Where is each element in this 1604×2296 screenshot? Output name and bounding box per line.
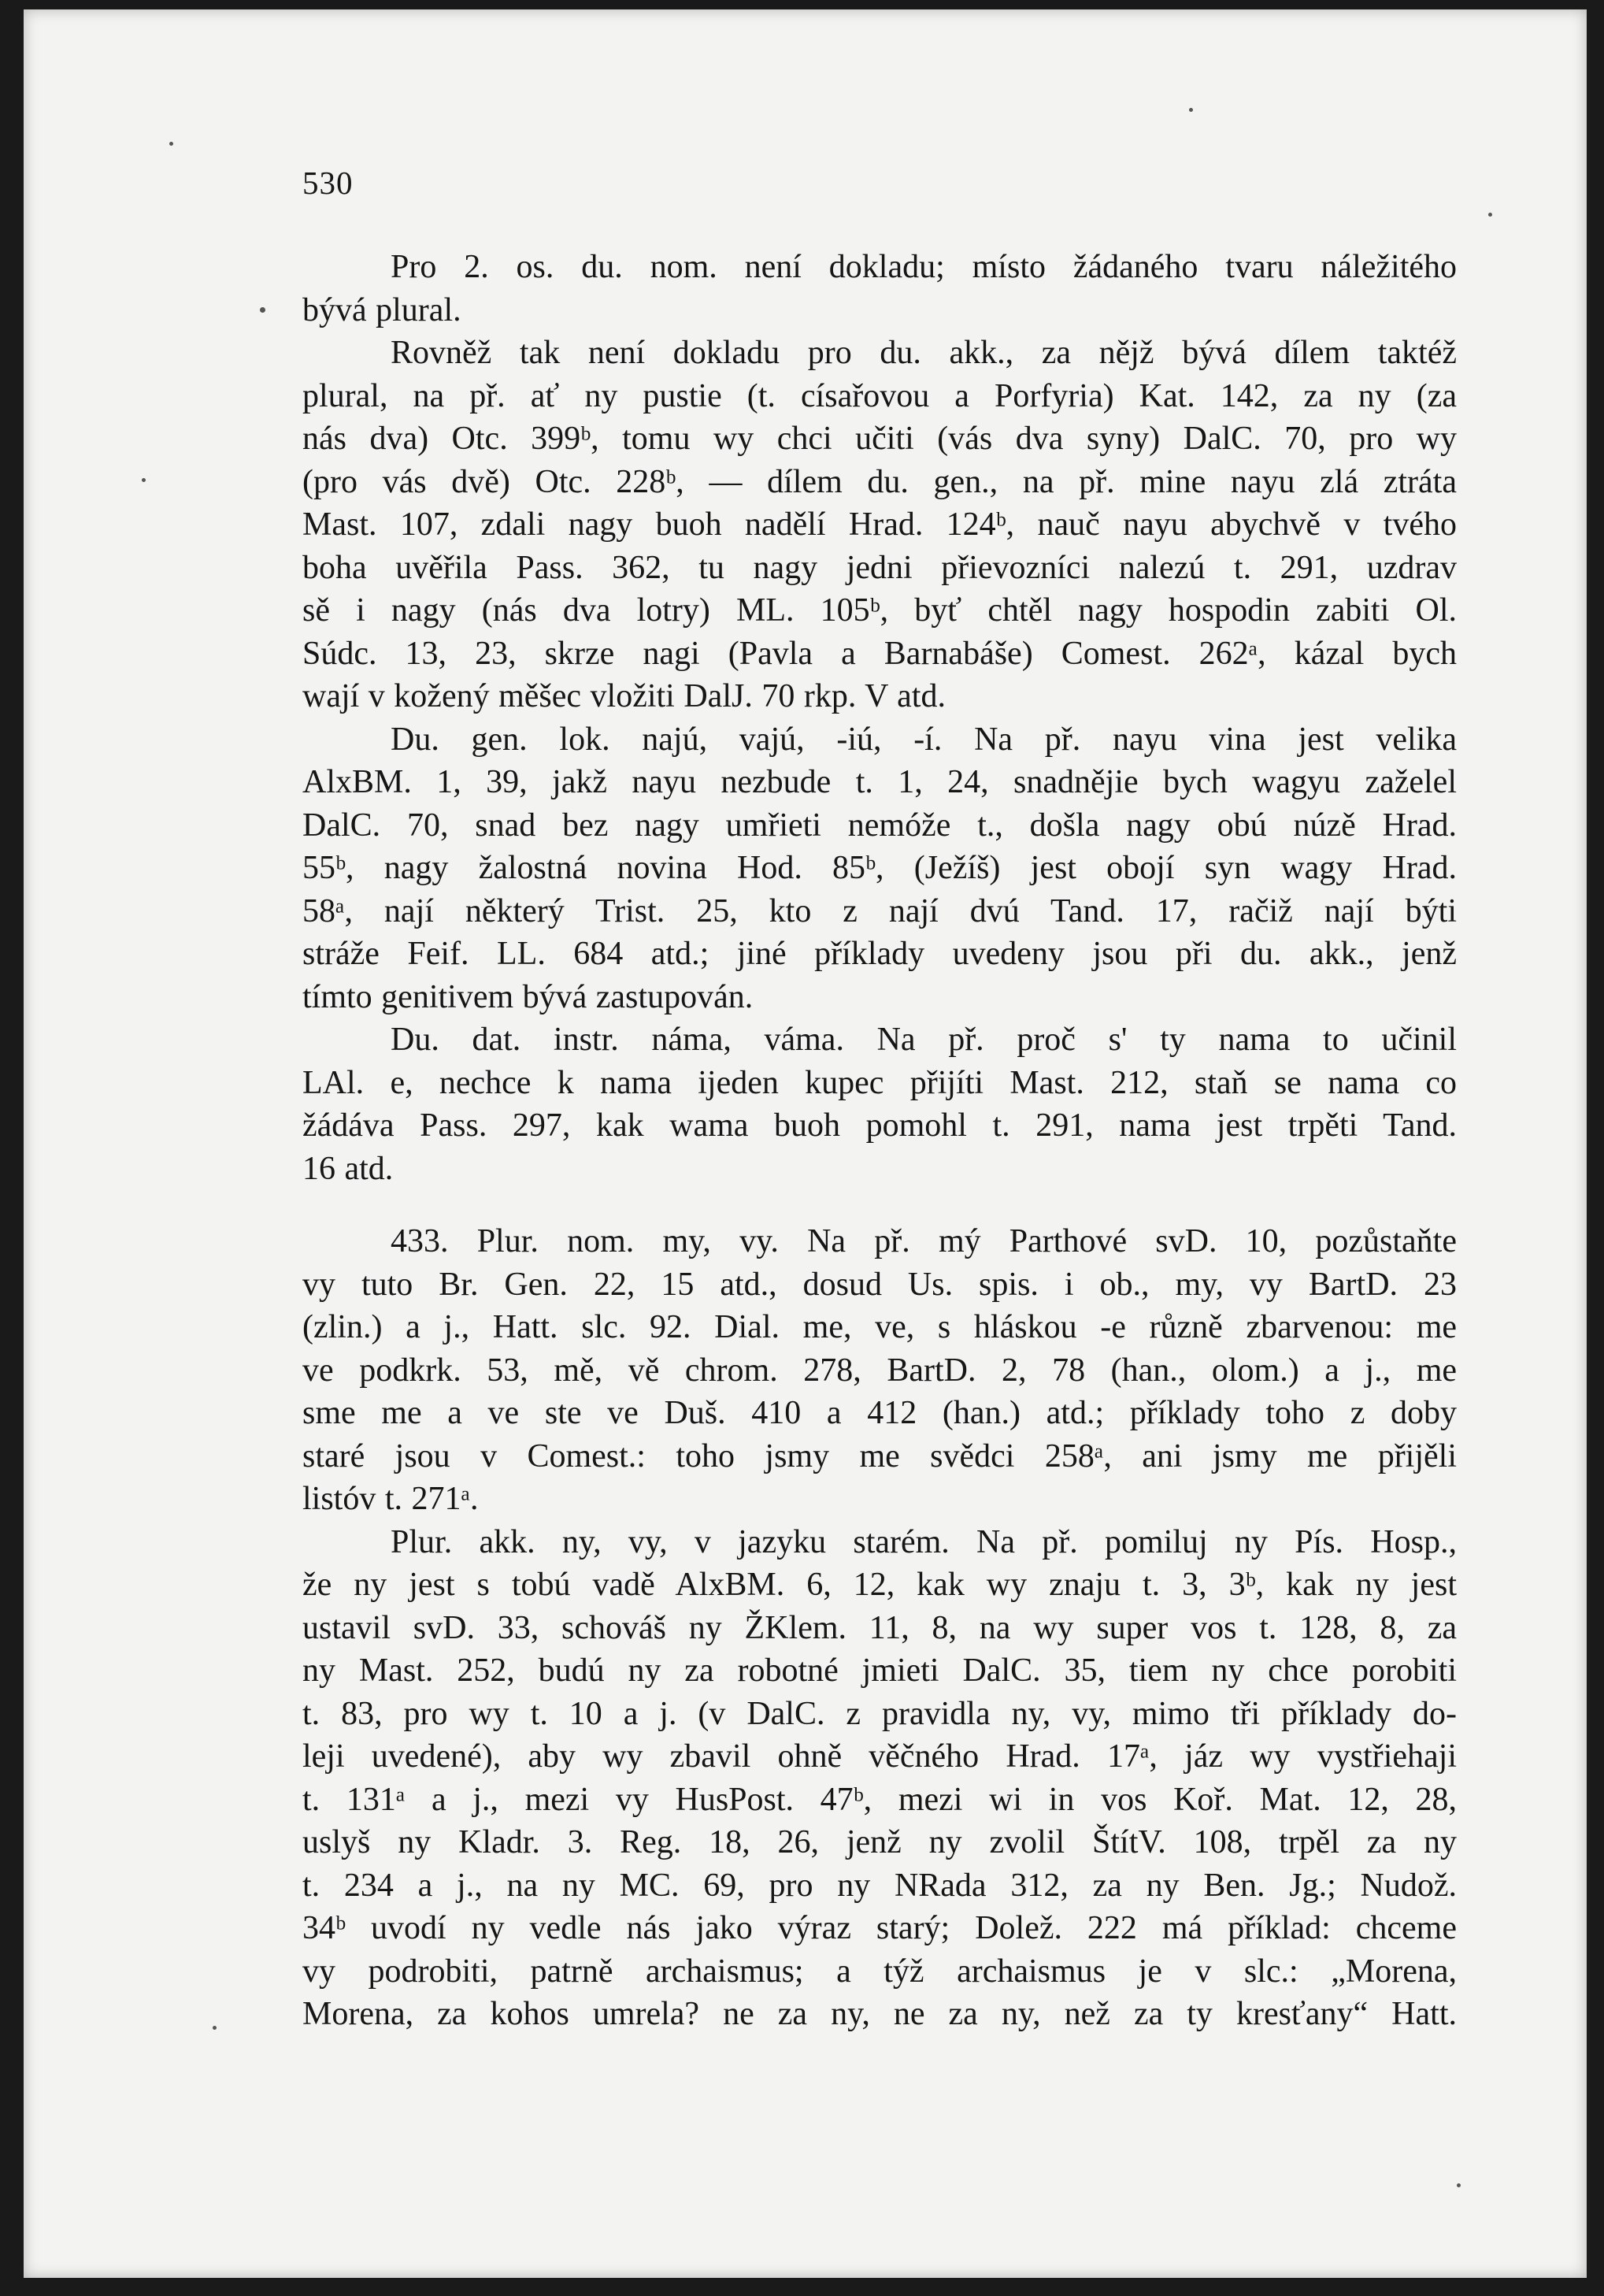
book-page	[24, 9, 1587, 2278]
text-line: Rovněž tak není dokladu pro du. akk., za nějž bývá dílem taktéž	[391, 335, 1457, 371]
text-line: Plur. akk. ny, vy, v jazyku starém. Na př. pomiluj ny Pís. Hosp.,	[391, 1523, 1457, 1560]
paragraph	[302, 718, 1457, 1019]
text-line: staré jsou v Comest.: toho jsmy me svědci 258ᵃ, ani jsmy me přijěli	[302, 1437, 1457, 1474]
paragraph	[302, 1220, 1457, 1521]
text-line: DalC. 70, snad bez nagy umřieti nemóže t., došla nagy obú núzě Hrad.	[302, 807, 1457, 844]
text-line: ny Mast. 252, budú ny za robotné jmieti DalC. 35, tiem ny chce porobiti	[302, 1652, 1457, 1689]
text-line: plural, na př. ať ny pustie (t. císařovou a Porfyria) Kat. 142, za ny (za	[302, 377, 1457, 414]
text-line: že ny jest s tobú vadě AlxBM. 6, 12, kak wy znaju t. 3, 3ᵇ, kak ny jest	[302, 1567, 1457, 1603]
print-speck	[169, 142, 173, 146]
text-line: t. 83, pro wy t. 10 a j. (v DalC. z pravidla ny, vy, mimo tři příklady do-	[302, 1695, 1457, 1732]
text-line: boha uvěřila Pass. 362, tu nagy jedni přievozníci nalezú t. 291, uzdrav	[302, 549, 1457, 586]
text-line: Morena, za kohos umrela? ne za ny, ne za ny, než za ty kresťany“ Hatt.	[302, 1996, 1457, 2032]
text-line: stráže Feif. LL. 684 atd.; jiné příklady uvedeny jsou při du. akk., jenž	[302, 936, 1457, 972]
print-speck	[213, 2026, 217, 2030]
print-speck	[142, 478, 146, 482]
text-line: listóv t. 271ᵃ.	[302, 1481, 479, 1517]
text-line: bývá plural.	[302, 291, 461, 328]
text-line: t. 131ᵃ a j., mezi vy HusPost. 47ᵇ, mezi wi in vos Koř. Mat. 12, 28,	[302, 1781, 1457, 1818]
text-line: nás dva) Otc. 399ᵇ, tomu wy chci učiti (vás dva syny) DalC. 70, pro wy	[302, 421, 1457, 457]
print-speck	[1189, 108, 1193, 112]
paragraph	[302, 246, 1457, 332]
paragraph	[302, 1521, 1457, 2036]
text-line: t. 234 a j., na ny MC. 69, pro ny NRada 312, za ny Ben. Jg.; Nudož.	[302, 1867, 1457, 1904]
text-line: žádáva Pass. 297, kak wama buoh pomohl t. 291, nama jest trpěti Tand.	[302, 1107, 1457, 1144]
text-line: sě i nagy (nás dva lotry) ML. 105ᵇ, byť chtěl nagy hospodin zabiti Ol.	[302, 592, 1457, 629]
paragraph	[302, 1018, 1457, 1190]
text-line: AlxBM. 1, 39, jakž nayu nezbude t. 1, 24, snadnějie bych wagyu zaželel	[302, 764, 1457, 800]
text-line: 433. Plur. nom. my, vy. Na př. mý Parthové svD. 10, pozůstaňte	[391, 1223, 1457, 1259]
text-line: ustavil svD. 33, schováš ny ŽKlem. 11, 8, na wy super vos t. 128, 8, za	[302, 1609, 1457, 1646]
text-line: ve podkrk. 53, mě, vě chrom. 278, BartD. 2, 78 (han., olom.) a j., me	[302, 1352, 1457, 1389]
text-line: Du. gen. lok. najú, vajú, -iú, -í. Na př. nayu vina jest velika	[391, 721, 1457, 758]
section-gap	[302, 1190, 1457, 1220]
text-line: Mast. 107, zdali nagy buoh nadělí Hrad. 124ᵇ, nauč nayu abychvě v tvého	[302, 506, 1457, 543]
text-line: Du. dat. instr. náma, váma. Na př. proč s' ty nama to učinil	[391, 1022, 1457, 1058]
text-line: 55ᵇ, nagy žalostná novina Hod. 85ᵇ, (Ježíš) jest obojí syn wagy Hrad.	[302, 850, 1457, 886]
print-speck	[1488, 213, 1492, 217]
text-line: 16 atd.	[302, 1150, 394, 1187]
text-line: vy tuto Br. Gen. 22, 15 atd., dosud Us. spis. i ob., my, vy BartD. 23	[302, 1266, 1457, 1303]
text-line: uslyš ny Kladr. 3. Reg. 18, 26, jenž ny zvolil ŠtítV. 108, trpěl za ny	[302, 1824, 1457, 1860]
text-line: tímto genitivem bývá zastupován.	[302, 978, 754, 1015]
text-line: Pro 2. os. du. nom. není dokladu; místo žádaného tvaru náležitého	[391, 249, 1457, 285]
text-line: sme me a ve ste ve Duš. 410 a 412 (han.) atd.; příklady toho z doby	[302, 1395, 1457, 1431]
text-line: vy podrobiti, patrně archaismus; a týž archaismus je v slc.: „Morena,	[302, 1953, 1457, 1990]
text-line: 58ᵃ, nají některý Trist. 25, kto z nají dvú Tand. 17, račiž nají býti	[302, 892, 1457, 929]
paragraph	[302, 332, 1457, 718]
text-line: (pro vás dvě) Otc. 228ᵇ, — dílem du. gen., na př. mine nayu zlá ztráta	[302, 463, 1457, 500]
text-line: LAl. e, nechce k nama ijeden kupec přijíti Mast. 212, staň se nama co	[302, 1064, 1457, 1101]
print-speck	[1457, 2183, 1461, 2187]
body-text	[302, 246, 1457, 2036]
text-line: wají v kožený měšec vložiti DalJ. 70 rkp. V atd.	[302, 678, 946, 714]
text-line: Súdc. 13, 23, skrze nagi (Pavla a Barnabáše) Comest. 262ᵃ, kázal bych	[302, 635, 1457, 672]
text-line: leji uvedené), aby wy zbavil ohně věčného Hrad. 17ᵃ, jáz wy vystřiehaji	[302, 1738, 1457, 1775]
text-line: (zlin.) a j., Hatt. slc. 92. Dial. me, ve, s hláskou -e různě zbarvenou: me	[302, 1309, 1457, 1345]
print-speck	[260, 307, 265, 313]
page-number: 530	[302, 165, 354, 201]
text-line: 34ᵇ uvodí ny vedle nás jako výraz starý; Dolež. 222 má příklad: chceme	[302, 1910, 1457, 1946]
